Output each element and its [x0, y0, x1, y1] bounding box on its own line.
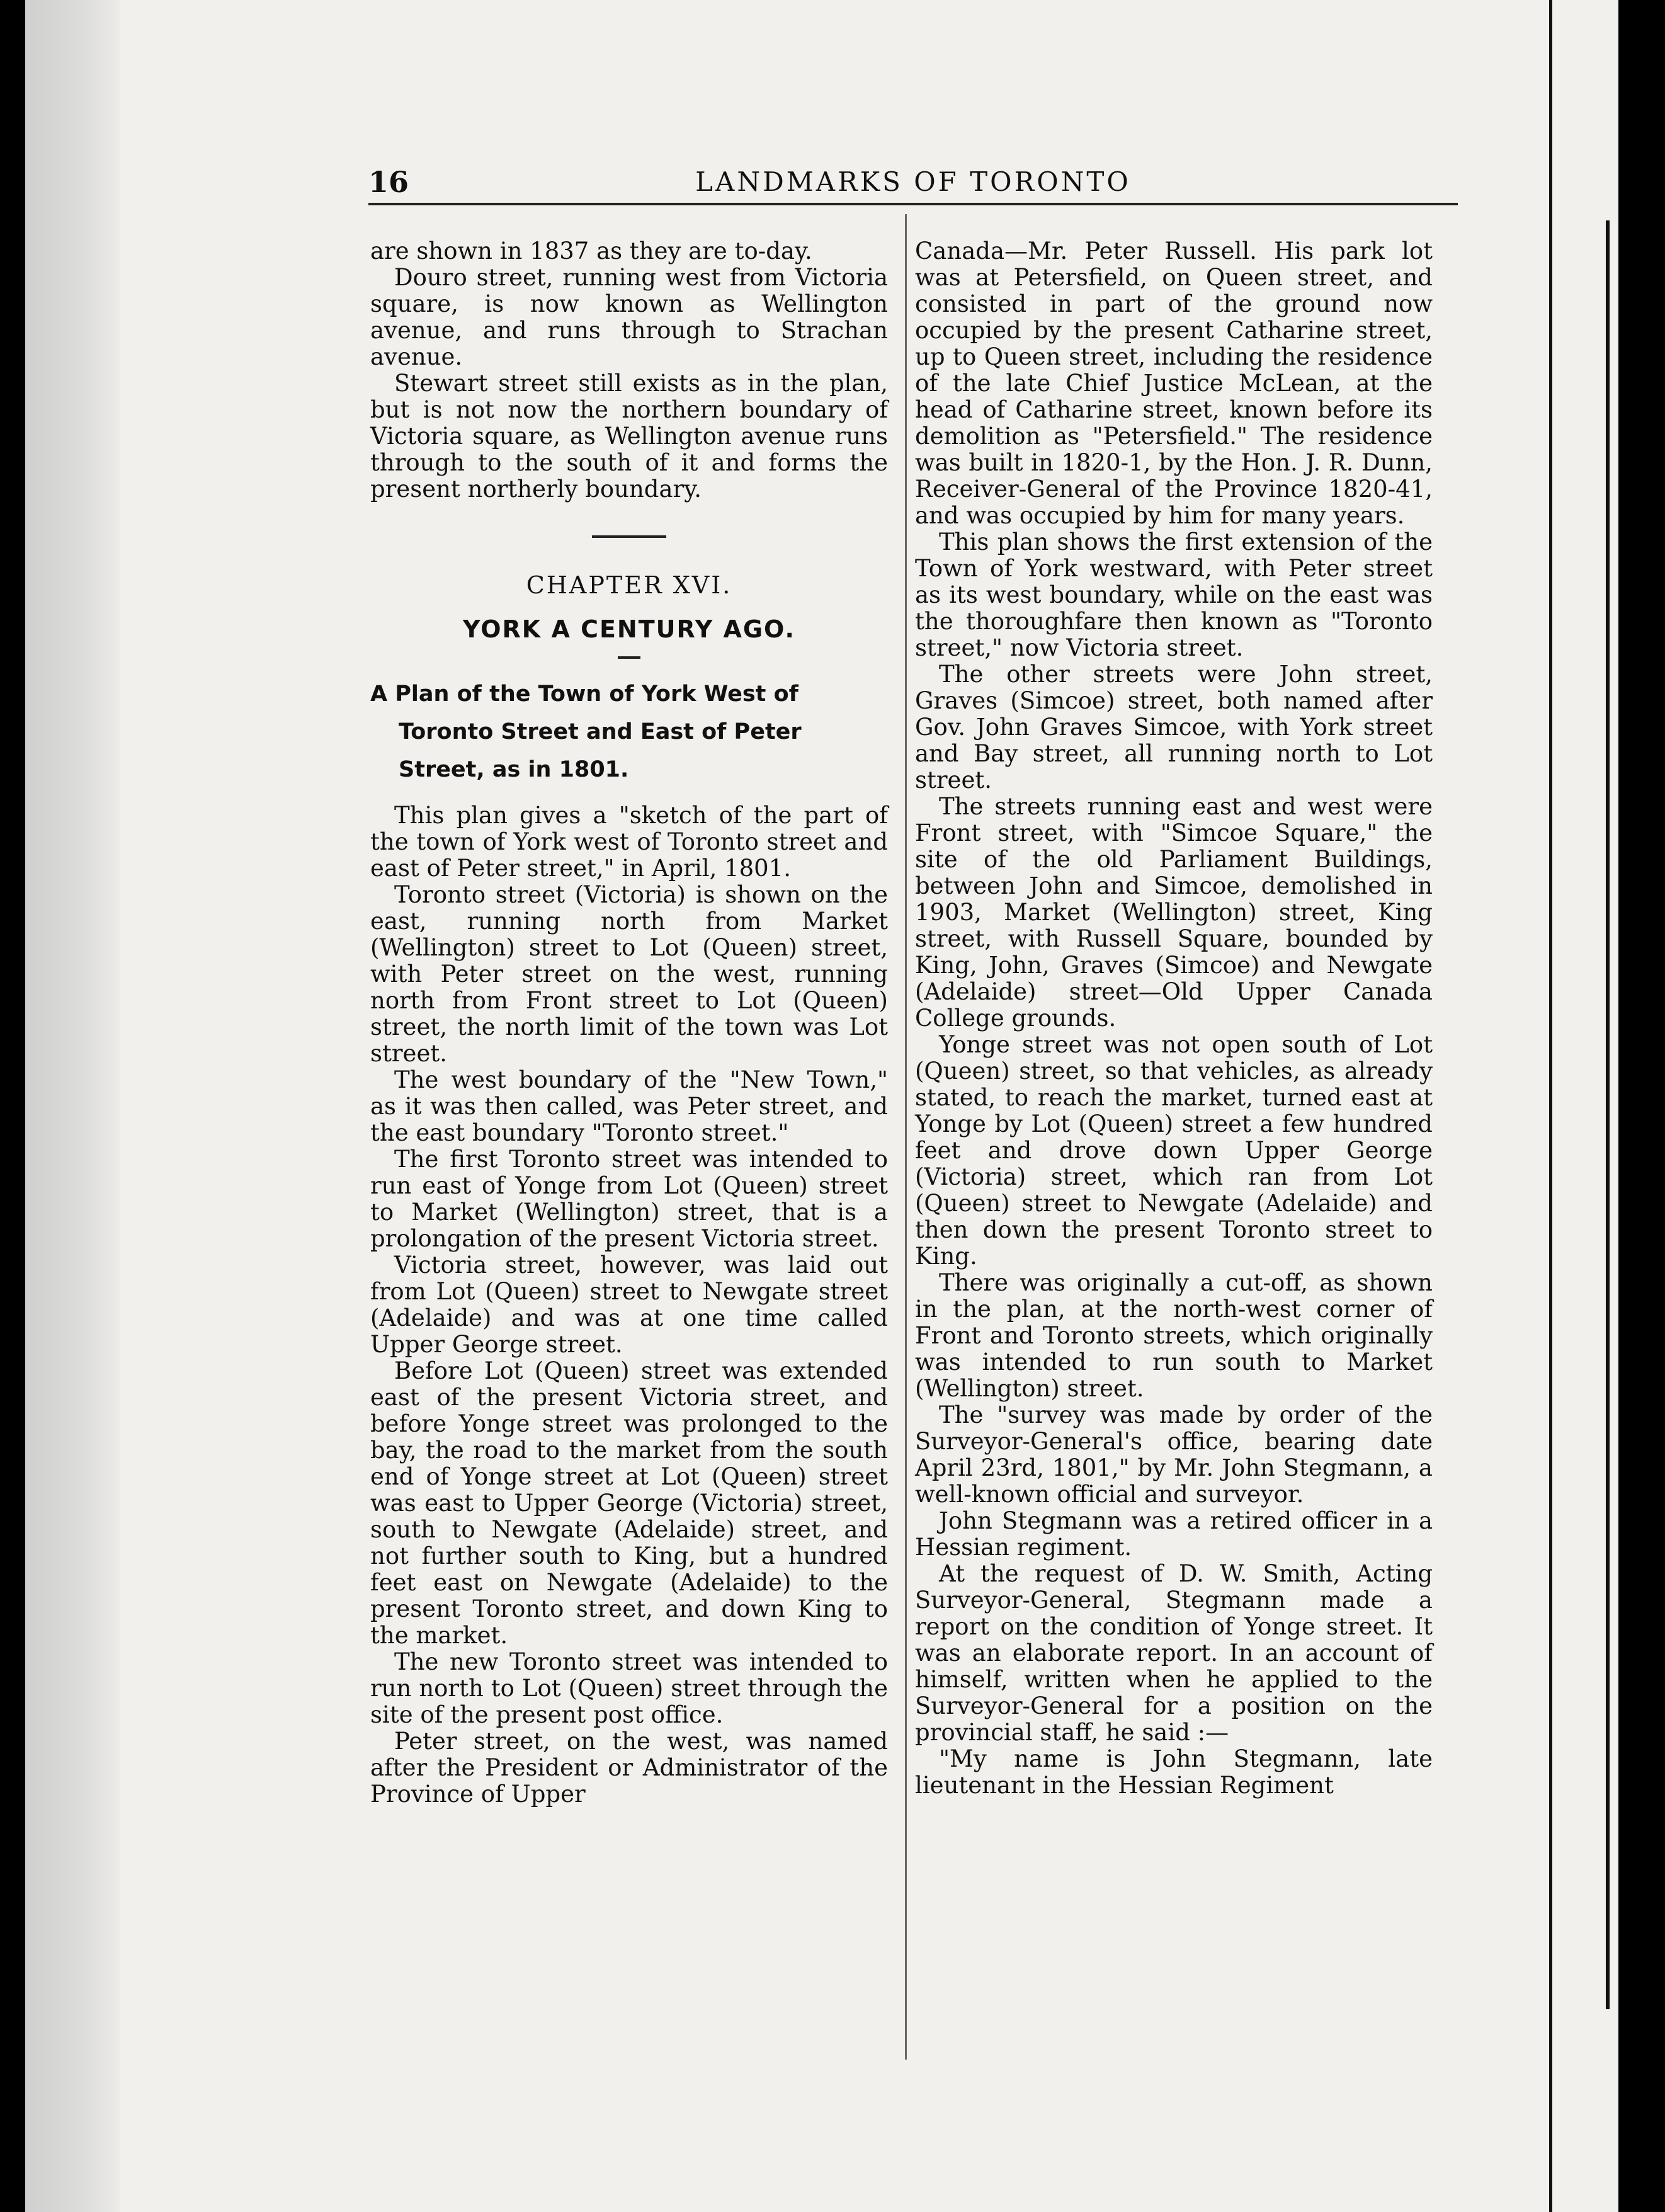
paragraph: are shown in 1837 as they are to-day. [370, 237, 812, 265]
paragraph: The "survey was made by order of the Surveyor-General's office, bearing date April 23rd, 1801," by Mr. John Stegmann, a well-known official and surveyor. [915, 1401, 1433, 1508]
paragraph: There was originally a cut-off, as shown in the plan, at the north-west corner of Front and Toronto streets, which originally was intended to run south to Market (Wellington) street. [915, 1269, 1433, 1402]
running-title: LANDMARKS OF TORONTO [695, 166, 1131, 197]
paragraph: At the request of D. W. Smith, Acting Surveyor-General, Stegmann made a report on the condition of Yonge street. It was an elaborate report. In an account of himself, written when he applied to the Surveyor-General for a position on the provincial staff, he said :— [915, 1560, 1433, 1746]
header-rule [368, 203, 1458, 205]
page-edge-line [1549, 0, 1552, 2212]
paragraph: The west boundary of the "New Town," as it was then called, was Peter street, and the east boundary "Toronto street." [370, 1066, 888, 1146]
binding-gutter [25, 0, 120, 2212]
paragraph: Yonge street was not open south of Lot (Queen) street, so that vehicles, as already stated, to reach the market, turned east at Yonge by Lot (Queen) street a few hundred feet and drove down Upper George (Victoria) street, which ran from Lot (Queen) street to Newgate (Adelaide) and then down the present Toronto street to King. [915, 1031, 1433, 1270]
paragraph: The new Toronto street was intended to run north to Lot (Queen) street through the site of the present post office. [370, 1648, 888, 1728]
column-divider [905, 214, 907, 2060]
paragraph: Douro street, running west from Victoria square, is now known as Wellington avenue, and runs through to Strachan avenue. [370, 264, 888, 370]
section-subheading: A Plan of the Town of York West of Toronto Street and East of Peter Street, as in 1801. [370, 681, 802, 782]
paragraph: The streets running east and west were Front street, with "Simcoe Square," the site of the old Parliament Buildings, between John and Simcoe, demolished in 1903, Market (Wellington) street, King street, with Russell Square, bounded by King, John, Graves (Simcoe) and Newgate (Adelaide) street—Old Upper Canada College grounds. [915, 793, 1433, 1032]
page-number: 16 [368, 165, 409, 199]
paragraph: Toronto street (Victoria) is shown on the east, running north from Market (Wellington) street to Lot (Queen) street, with Peter street on the west, running north from Front street to Lot (Queen) street, the north limit of the town was Lot street. [370, 881, 888, 1067]
outer-frame-line [1606, 220, 1610, 2009]
page-header [368, 165, 1458, 203]
paragraph: The other streets were John street, Graves (Simcoe) street, both named after Gov. John Graves Simcoe, with York street and Bay street, all running north to Lot street. [915, 661, 1433, 794]
left-column [370, 238, 888, 1808]
paragraph: Canada—Mr. Peter Russell. His park lot was at Petersfield, on Queen street, and consisted in part of the ground now occupied by the present Catharine street, up to Queen street, including the residence of the late Chief Justice McLean, at the head of Catharine street, known before its demolition as "Petersfield." The residence was built in 1820-1, by the Hon. J. R. Dunn, Receiver-General of the Province 1820-41, and was occupied by him for many years. [915, 237, 1433, 529]
paragraph: This plan shows the first extension of the Town of York westward, with Peter street as its west boundary, while on the east was the thoroughfare then known as "Toronto street," now Victoria street. [915, 528, 1433, 661]
section-separator [592, 535, 666, 538]
scanned-page [25, 0, 1618, 2212]
paragraph: Peter street, on the west, was named after the President or Administrator of the Province of Upper [370, 1728, 888, 1808]
paragraph: Stewart street still exists as in the plan, but is not now the northern boundary of Victoria square, as Wellington avenue runs through to the south of it and forms the present northerly boundary. [370, 370, 888, 503]
chapter-label: CHAPTER XVI. [526, 571, 732, 599]
paragraph: John Stegmann was a retired officer in a Hessian regiment. [915, 1507, 1433, 1561]
paragraph: "My name is John Stegmann, late lieutenant in the Hessian Regiment [915, 1745, 1433, 1799]
paragraph: The first Toronto street was intended to run east of Yonge from Lot (Queen) street to Market (Wellington) street, that is a prolongation of the present Victoria street. [370, 1146, 888, 1252]
title-dash [618, 656, 640, 659]
paragraph: Before Lot (Queen) street was extended east of the present Victoria street, and before Yonge street was prolonged to the bay, the road to the market from the south end of Yonge street at Lot (Queen) street was east to Upper George (Victoria) street, south to Newgate (Adelaide) street, and not further south to King, but a hundred feet east on Newgate (Adelaide) to the present Toronto street, and down King to the market. [370, 1357, 888, 1649]
right-column [915, 238, 1433, 1799]
paragraph: Victoria street, however, was laid out from Lot (Queen) street to Newgate street (Adelaide) and was at one time called Upper George street. [370, 1251, 888, 1358]
chapter-title: YORK A CENTURY AGO. [463, 615, 795, 643]
paragraph: This plan gives a "sketch of the part of the town of York west of Toronto street and east of Peter street," in April, 1801. [370, 802, 888, 882]
